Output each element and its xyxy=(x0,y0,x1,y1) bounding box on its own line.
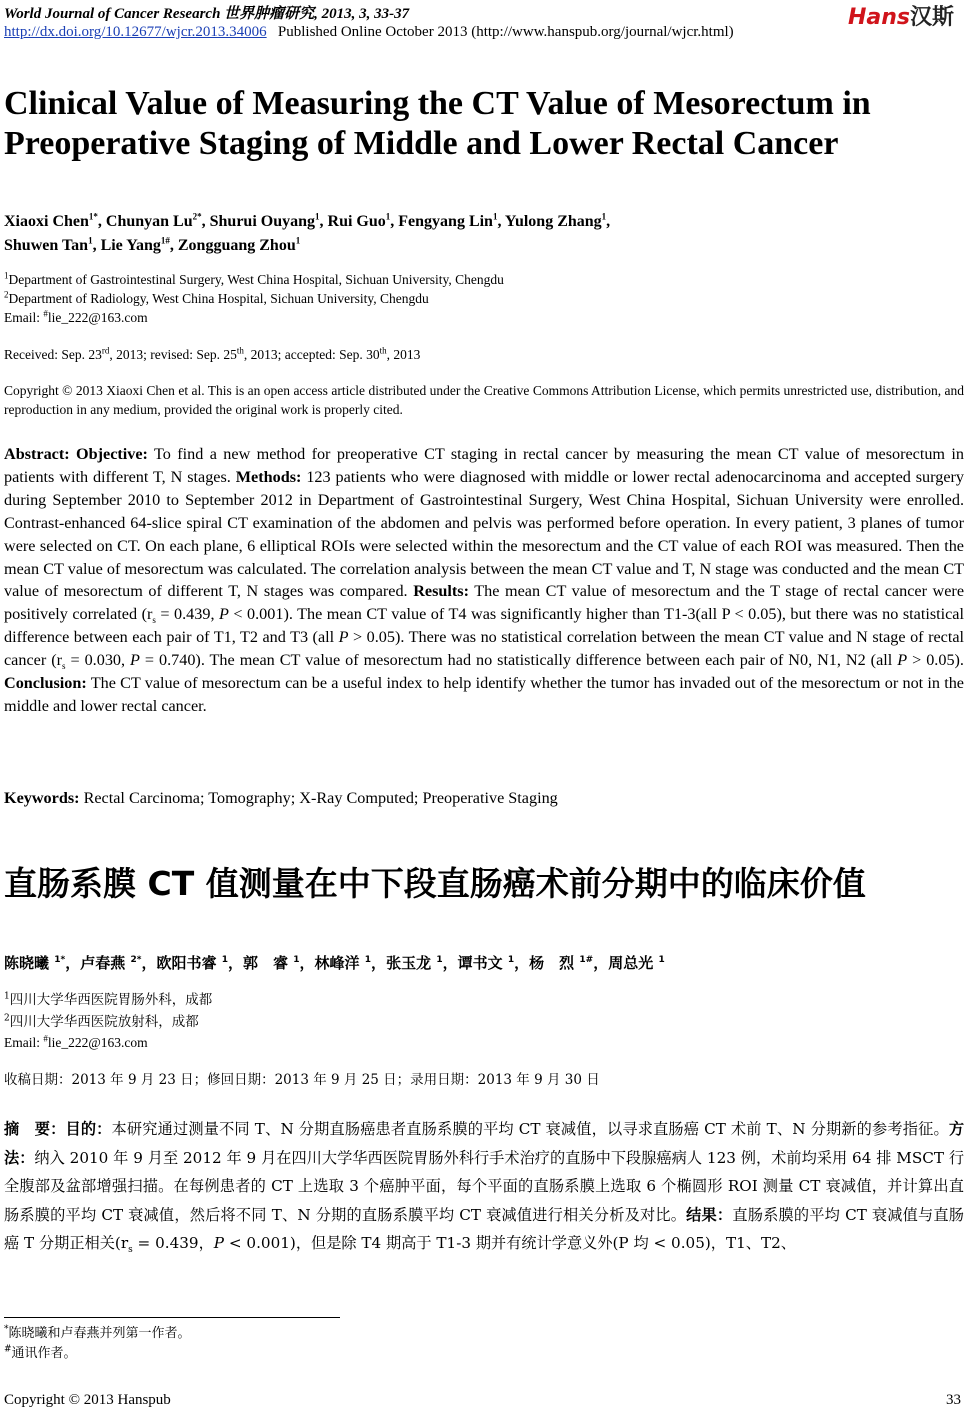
author-affiliation-marker: 1 xyxy=(295,235,301,246)
email-line xyxy=(4,308,964,327)
doi-line xyxy=(4,24,734,41)
zh-author-affiliation-marker: 1 xyxy=(507,955,515,965)
received-date: Received: Sep. 23 xyxy=(4,347,102,362)
zh-email-marker: # xyxy=(43,1033,48,1044)
zh-author-affiliation-marker: 1 xyxy=(364,955,372,965)
zh-methods-text: 纳入 2010 年 9 月至 2012 年 9 月在四川大学华西医院胃肠外科行手术治疗的直肠中下段腺癌病人 123 例，术前均采用 64 排 MSCT 行全腹部及盆部增强扫描。在每例患者的 CT 上选取 3 个癌肿平面，每个平面的直肠系膜上选取 6 个椭圆形 ROI 测量 CT 衰减值，并计算出直肠系膜的平均 CT 衰减值，然后将不同 T、N 分期的直肠系膜平均 CT 衰减值进行相关分析及对比。 xyxy=(4,1148,965,1224)
zh-author-name: 欧阳书睿 xyxy=(156,954,217,972)
zh-aff2-number: 2 xyxy=(4,1013,10,1024)
zh-author-name: 张玉龙 xyxy=(386,954,432,972)
results-text: = 0.030, xyxy=(65,651,131,670)
results-text: > 0.05). There was no statistical correlation between the mean CT value and N stage of rectal cancer (r xyxy=(4,628,965,670)
author-affiliation-marker: 1 xyxy=(385,211,391,222)
author-name: Shurui Ouyang xyxy=(209,213,316,230)
footnote2-text: 通讯作者。 xyxy=(11,1346,77,1361)
methods-label: Methods: xyxy=(235,467,302,486)
zh-objective-label: 目的： xyxy=(65,1120,112,1138)
author-line-1: Xiaoxi Chen$^{1*}$, Chunyan $Lu^{2*}$, Shurui Ouyang$^1$, Rui Guo$^1$, Fengyang Lin$^1$, Yulong Zhang$^1$, xyxy=(4,211,611,230)
chinese-abstract xyxy=(4,1115,964,1258)
zh-aff1-text: 四川大学华西医院胃肠外科，成都 xyxy=(9,992,213,1008)
author-affiliation-marker: 1* xyxy=(88,211,98,222)
zh-abstract-label: 摘 要： xyxy=(4,1120,66,1138)
dates-line xyxy=(4,345,964,364)
objective-label: Objective: xyxy=(76,445,148,463)
abstract-label: Abstract: xyxy=(4,445,70,463)
accepted-date: , 2013; accepted: Sep. 30 xyxy=(243,347,380,362)
zh-results-text: < 0.001)，但是除 T4 期高于 T1-3 期并有统计学意义外(P 均 < 0.05)，T1、T2、 xyxy=(224,1234,796,1253)
zh-author-affiliation-marker: 1 xyxy=(293,955,300,965)
footer-copyright: Copyright © 2013 Hanspub xyxy=(4,1392,171,1408)
author-name: Xiaoxi Chen xyxy=(4,213,89,230)
footnote-1 xyxy=(4,1322,191,1341)
results-text: > 0.05). xyxy=(907,651,964,670)
zh-p-symbol: P xyxy=(213,1234,225,1253)
chinese-title: 直肠系膜 CT 值测量在中下段直肠癌术前分期中的临床价值 xyxy=(4,864,866,903)
author-name: Chunyan Lu xyxy=(105,213,193,230)
keywords-text: Rectal Carcinoma; Tomography; X-Ray Computed; Preoperative Staging xyxy=(79,789,558,807)
p-symbol: P xyxy=(219,605,229,624)
footnote-rule xyxy=(4,1317,340,1318)
zh-author-name: 林峰洋 xyxy=(314,954,360,972)
journal-header: World Journal of Cancer Research 世界肿瘤研究, 2013, 3, 33-37 xyxy=(4,6,410,22)
zh-results-text: = 0.439， xyxy=(132,1234,214,1253)
revised-sup: th xyxy=(236,345,244,356)
affiliation-1 xyxy=(4,270,964,289)
conclusion-text: The CT value of mesorectum can be a useful index to help identify whether the tumor has invaded out of the mesorectum or not in the middle and lower rectal cancer. xyxy=(4,674,964,715)
footnote-2 xyxy=(4,1342,77,1361)
results-label: Results: xyxy=(413,582,469,601)
zh-results-label: 结果： xyxy=(686,1205,733,1224)
email-marker: # xyxy=(43,308,48,319)
logo-latin: Hans xyxy=(848,5,911,30)
zh-author-affiliation-marker: 1 xyxy=(436,955,443,965)
copyright-notice: Copyright © 2013 Xiaoxi Chen et al. This is an open access article distributed under the Creative Commons Attribution License, which permits unrestricted use, distribution, and reproduction in any medium, provided the original work is properly cited. xyxy=(4,383,964,417)
author-list xyxy=(4,210,964,258)
aff2-number: 2 xyxy=(4,289,9,300)
accepted-sup: th xyxy=(379,345,387,356)
author-line-2: Shuwen Tan$^1$, Lie Yang$^{1\#}$, Zongguang Zhou$^1$ xyxy=(4,235,301,254)
rs-subscript: s xyxy=(152,615,156,626)
zh-author-name: 卢春燕 xyxy=(80,954,126,972)
zh-author-name: 郭 睿 xyxy=(243,954,289,972)
zh-author-affiliation-marker: 1 xyxy=(658,955,665,965)
zh-rs-subscript: s xyxy=(128,1245,133,1256)
keywords-label: Keywords: xyxy=(4,789,80,807)
footnote2-marker: # xyxy=(4,1344,12,1355)
hanspub-logo xyxy=(848,0,954,31)
aff1-number: 1 xyxy=(4,270,9,281)
methods-text: 123 patients who were diagnosed with middle or lower rectal adenocarcinoma and accepted surgery during September 2010 to September 2012 in Department of Gastrointestinal Surgery, West China Hospital, Sichuan University were enrolled. Contrast-enhanced 64-slice spiral CT examination of the abdomen and pelvis was performed before operation. In every patient, 3 planes of tumor were selected on CT. On each plane, 6 elliptical ROIs were selected within the mesorectum and the CT value of each ROI was measured. Then the mean CT value of mesorectum was calculated. The correlation analysis between the mean CT value and T, N stage was conducted and the mean CT value of mesorectum of different T, N stages was compared. xyxy=(4,467,965,601)
author-name: Lie Yang xyxy=(100,237,161,254)
footnote1-marker: * xyxy=(4,1324,9,1335)
author-name: Yulong Zhang xyxy=(504,213,602,230)
author-affiliation-marker: 1 xyxy=(88,235,93,246)
author-affiliation-marker: 1 xyxy=(601,211,607,222)
zh-methods-label: 方法： xyxy=(4,1120,965,1167)
logo-cn: 汉斯 xyxy=(910,5,955,30)
page-number: 33 xyxy=(946,1392,961,1408)
rs-subscript: s xyxy=(61,661,66,672)
objective-text: To find a new method for preoperative CT staging in rectal cancer by measuring the mean CT value of mesorectum in patients with different T, N stages. xyxy=(4,445,964,486)
p-symbol: P xyxy=(338,628,349,647)
doi-link[interactable]: http://dx.doi.org/10.12677/wjcr.2013.34006 xyxy=(4,24,267,40)
abstract xyxy=(4,443,964,718)
revised-date: , 2013; revised: Sep. 25 xyxy=(109,347,237,362)
chinese-affiliation-2 xyxy=(4,1012,199,1033)
zh-results-text: 直肠系膜的平均 CT 衰减值与直肠癌 T 分期正相关(r xyxy=(4,1205,964,1253)
email-label: Email: xyxy=(4,310,44,325)
affiliation-2 xyxy=(4,289,964,308)
author-affiliation-marker: 1 xyxy=(492,211,498,222)
author-affiliation-marker: 1# xyxy=(160,235,170,246)
aff1-text: Department of Gastrointestinal Surgery, West China Hospital, Sichuan University, Chengdu xyxy=(8,272,504,287)
author-name: Rui Guo xyxy=(327,213,386,230)
author-affiliation-marker: 2* xyxy=(192,211,202,222)
zh-author-affiliation-marker: 2* xyxy=(130,955,142,965)
zh-author-affiliation-marker: 1# xyxy=(579,955,594,965)
conclusion-label: Conclusion: xyxy=(4,674,87,693)
p-symbol: P xyxy=(897,651,908,670)
email-address[interactable]: lie_222@163.com xyxy=(47,310,148,325)
zh-author-name: 杨 烈 xyxy=(529,954,575,972)
author-name: Zongguang Zhou xyxy=(177,237,296,254)
zh-author-affiliation-marker: 1* xyxy=(54,955,66,965)
author-name: Shuwen Tan xyxy=(4,237,89,254)
zh-author-affiliation-marker: 1 xyxy=(221,955,228,965)
zh-author-name: 谭书文 xyxy=(457,954,503,972)
zh-email-address[interactable]: lie_222@163.com xyxy=(47,1035,148,1050)
aff2-text: Department of Radiology, West China Hospital, Sichuan University, Chengdu xyxy=(8,291,429,306)
zh-author-name: 陈晓曦 xyxy=(4,954,50,972)
zh-author-name: 周总光 xyxy=(608,954,654,972)
zh-email-label: Email: xyxy=(4,1035,44,1050)
chinese-author-list: 陈晓曦 $^{1*}$，卢春燕 $^{2*}$，欧阳书睿 $^1$，郭 睿 $^1$，林峰洋 $^1$，张玉龙 $^1$，谭书文 $^1$，杨 烈 $^{1\#}$，周总光 $^1$ xyxy=(4,954,665,972)
author-name: Fengyang Lin xyxy=(398,213,493,230)
zh-aff1-number: 1 xyxy=(4,991,10,1002)
footnote1-text: 陈晓曦和卢春燕并列第一作者。 xyxy=(8,1326,191,1341)
zh-aff2-text: 四川大学华西医院放射科，成都 xyxy=(9,1014,199,1030)
results-text: The mean CT value of mesorectum and the T stage of rectal cancer were positively correlated (r xyxy=(4,582,965,624)
results-text: < 0.001). The mean CT value of T4 was significantly higher than T1-3(all P < 0.05), but there was no statistical difference between each pair of T1, T2 and T3 (all xyxy=(4,605,964,647)
chinese-dates: 收稿日期：2013 年 9 月 23 日；修回日期：2013 年 9 月 25 日；录用日期：2013 年 9 月 30 日 xyxy=(4,1072,600,1088)
chinese-affiliation-1 xyxy=(4,990,212,1011)
author-affiliation-marker: 1 xyxy=(315,211,320,222)
paper-title: Clinical Value of Measuring the CT Value of Mesorectum in Preoperative Staging of Middle and Lower Rectal Cancer xyxy=(4,85,871,162)
p-symbol: P xyxy=(130,651,140,670)
results-text: = 0.439, xyxy=(155,605,219,624)
received-sup: rd xyxy=(101,345,110,356)
dates-tail: , 2013 xyxy=(386,347,421,362)
published-online: Published Online October 2013 (http://www.hanspub.org/journal/wjcr.html) xyxy=(277,24,734,40)
results-text: = 0.740). The mean CT value of mesorectum had no statistically difference between each pair of N0, N1, N2 (all xyxy=(139,651,898,670)
zh-objective-text: 本研究通过测量不同 T、N 分期直肠癌患者直肠系膜的平均 CT 衰减值，以寻求直肠癌 CT 术前 T、N 分期新的参考指征。 xyxy=(111,1120,949,1138)
chinese-email-line xyxy=(4,1032,148,1053)
keywords xyxy=(4,789,558,808)
